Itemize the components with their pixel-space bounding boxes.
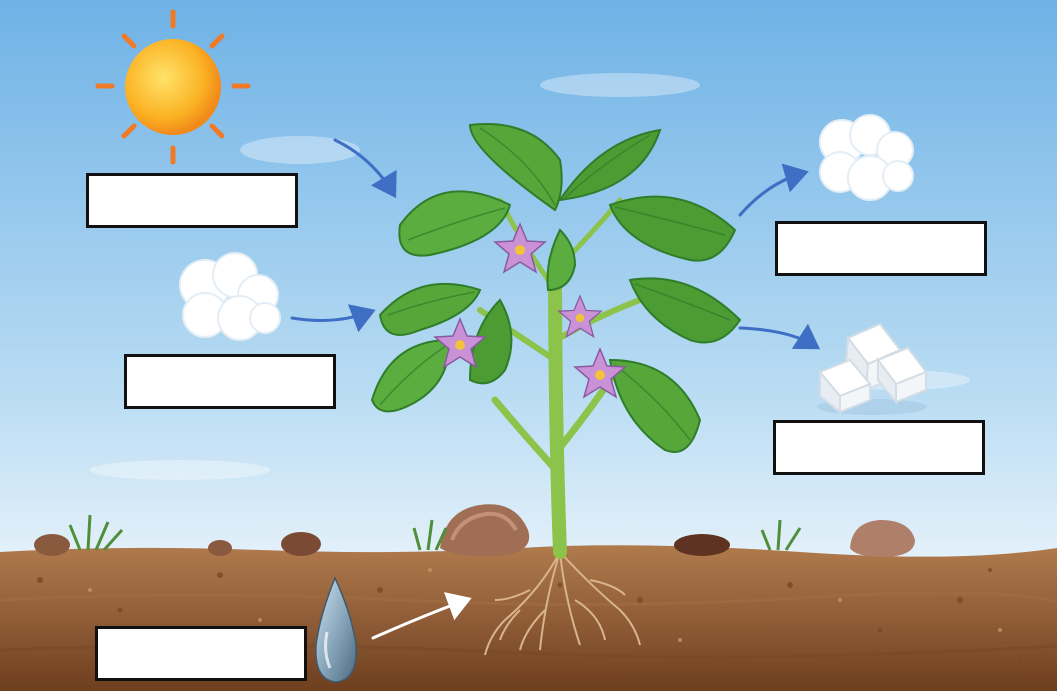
label-box-water[interactable] bbox=[95, 626, 307, 681]
label-box-oxygen[interactable] bbox=[775, 221, 987, 276]
label-box-sunlight[interactable] bbox=[86, 173, 298, 228]
label-box-glucose[interactable] bbox=[773, 420, 985, 475]
label-box-carbon-dioxide[interactable] bbox=[124, 354, 336, 409]
